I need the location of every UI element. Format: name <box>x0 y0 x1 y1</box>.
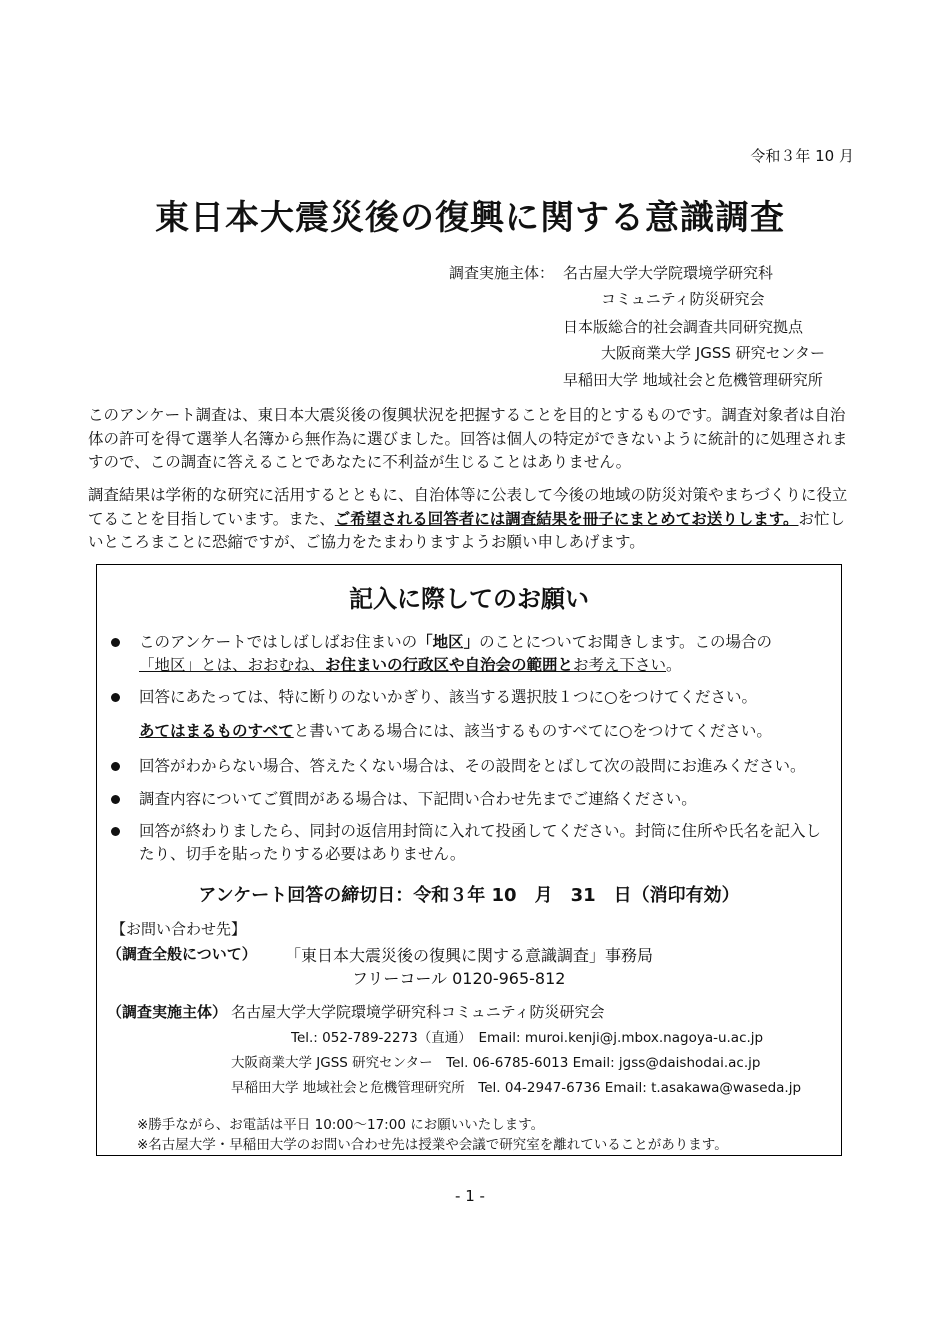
organizer-label: 調査実施主体： <box>449 264 555 282</box>
note: ※勝手ながら、お電話は平日 10:00～17:00 にお願いいたします。 <box>137 1117 545 1133</box>
instruction-bullet <box>111 631 831 677</box>
org-contact: Tel.: 052-789-2273（直通） Email: muroi.kenji@j.mbox.nagoya-u.ac.jp <box>291 1030 764 1046</box>
page-number: - 1 - <box>455 1187 485 1205</box>
instruction-bullet <box>111 686 831 709</box>
organizer-line: 名古屋大学大学院環境学研究科 <box>563 264 774 282</box>
bullet-text: 回答にあたっては、特に断りのないかぎり、該当する選択肢１つに○をつけてください。 <box>139 688 758 706</box>
bullet-icon <box>111 693 120 702</box>
instruction-subline <box>111 720 831 743</box>
bullet-emphasis: お住まいの行政区や自治会の範囲と <box>325 656 574 674</box>
document-title: 東日本大震災後の復興に関する意識調査 <box>155 198 785 238</box>
organizer-line: 大阪商業大学 JGSS 研究センター <box>601 344 826 362</box>
bullet-text-part: 「地区」とは、おおむね、 <box>139 656 326 674</box>
bullet-emphasis: 「地区」 <box>417 633 480 651</box>
bullet-text <box>139 720 831 743</box>
bullet-text-part: お考え下さい <box>573 656 667 674</box>
bullet-text: 回答が終わりましたら、同封の返信用封筒に入れて投函してください。封筒に住所や氏名を記入したり、切手を貼ったりする必要はありません。 <box>139 822 822 863</box>
bullet-emphasis: あてはまるものすべて <box>139 722 294 740</box>
organizer-line: 日本版総合的社会調査共同研究拠点 <box>563 318 804 336</box>
bullet-text: 回答がわからない場合、答えたくない場合は、その設問をとばして次の設問にお進みください。 <box>139 757 806 775</box>
intro-text: 調査結果は学術的な研究に活用するとともに、自治体等に公表して今後の地域の防災対策やまちづくりに役立てることを目指しています。また、 <box>88 486 848 528</box>
intro-paragraph-2 <box>88 484 860 555</box>
bullet-text-part: 。 <box>666 656 682 674</box>
bullet-text-part: と書いてある場合には、該当するものすべてに○をつけてください。 <box>293 722 772 740</box>
instruction-bullet <box>111 820 831 866</box>
intro-text: お忙しいところまことに恐縮ですが、ご協力をたまわりますようお願い申しあげます。 <box>88 509 846 551</box>
general-label: （調査全般について） <box>107 945 257 963</box>
document-date: 令和３年 10 月 <box>750 147 854 165</box>
org-name: 名古屋大学大学院環境学研究科コミュニティ防災研究会 <box>231 1003 605 1021</box>
bullet-text <box>139 631 831 677</box>
bullet-text-part: のことについてお聞きします。この場合の <box>479 633 773 651</box>
contact-header: 【お問い合わせ先】 <box>111 920 247 938</box>
bullet-icon <box>111 827 120 836</box>
org-contact: 大阪商業大学 JGSS 研究センター Tel. 06-6785-6013 Email: jgss@daishodai.ac.jp <box>231 1055 761 1071</box>
intro-emphasis: ご希望される回答者には調査結果を冊子にまとめてお送りします。 <box>334 509 799 528</box>
bullet-text-part: このアンケートではしばしばお住まいの <box>139 633 418 651</box>
bullet-icon <box>111 795 120 804</box>
bullet-icon <box>111 762 120 771</box>
org-contact: 早稲田大学 地域社会と危機管理研究所 Tel. 04-2947-6736 Email: t.asakawa@waseda.jp <box>231 1080 802 1096</box>
deadline: アンケート回答の締切日：令和３年 10 月 31 日（消印有効） <box>198 885 740 906</box>
instruction-bullet <box>111 788 831 811</box>
org-label: （調査実施主体） <box>107 1003 228 1021</box>
instruction-bullet <box>111 755 831 778</box>
general-tel: フリーコール 0120-965-812 <box>352 969 566 988</box>
intro-paragraph-1: このアンケート調査は、東日本大震災後の復興状況を把握することを目的とするものです。調査対象者は自治体の許可を得て選挙人名簿から無作為に選びました。回答は個人の特定ができないように統計的に処理されますので、この調査に答えることであなたに不利益が生じることはありません。 <box>88 406 848 471</box>
instructions-box <box>96 564 842 1156</box>
organizer-line: 早稲田大学 地域社会と危機管理研究所 <box>563 371 823 389</box>
general-office: 「東日本大震災後の復興に関する意識調査」事務局 <box>285 946 654 965</box>
bullet-icon <box>111 638 120 647</box>
organizer-line: コミュニティ防災研究会 <box>601 290 765 308</box>
bullet-text: 調査内容についてご質問がある場合は、下記問い合わせ先までご連絡ください。 <box>139 790 697 808</box>
note: ※名古屋大学・早稲田大学のお問い合わせ先は授業や会議で研究室を離れていることがあります。 <box>137 1137 728 1153</box>
instructions-title: 記入に際してのお願い <box>349 585 589 613</box>
